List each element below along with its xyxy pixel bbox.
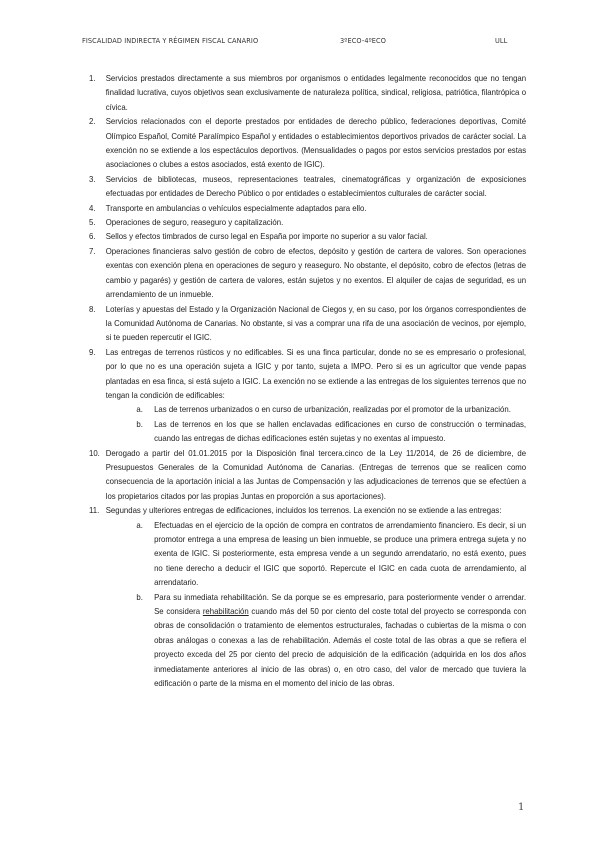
list-item (89, 446, 526, 504)
list-item (89, 172, 526, 201)
item-text: Loterías y apuestas del Estado y la Organización Nacional de Ciegos y, en su caso, por los órganos correspondientes de la Comunidad Autónoma de Canarias. No obstante, si vas a comprar una rifa de una asociación de vecinos, por ejemplo, si te pueden repercutir el IGIC. (105, 303, 527, 343)
sub-list-item (106, 417, 526, 446)
item-number: 4. (89, 202, 96, 213)
item-number: 10. (89, 447, 100, 458)
sub-list-item (106, 402, 526, 416)
item-text: Servicios prestados directamente a sus miembros por organismos o entidades legalmente reconocidos que no tengan finalidad lucrativa, cuyos objetivos sean exclusivamente de naturaleza política, sindical, religiosa, patriótica, filantrópica o cívica. (105, 73, 527, 112)
item-number: 2. (89, 116, 96, 127)
list-item (89, 503, 526, 690)
item-text: Operaciones financieras salvo gestión de cobro de efectos, depósito y gestión de cartera de valores. Son operaciones exentas con exención plena en operaciones de seguro y reaseguro. No obstante, el depósito, cobro de efectos (letras de cambio y pagarés) y gestión de cartera de valores, están sujetos y no exentos. El alquiler de cajas de seguridad, es un arrendamiento de un inmueble. (105, 245, 527, 300)
sub-item-letter: b. (136, 591, 143, 602)
list-item (89, 71, 526, 114)
item-number: 6. (89, 231, 96, 242)
sub-item-text-start: Para su inmediata rehabilitación. Se da porque se es empresario, para posteriormente vender o arrendar. Se considera (154, 591, 527, 617)
item-text: Derogado a partir del 01.01.2015 por la Disposición final tercera.cinco de la Ley 11/2014, de 26 de diciembre, de Presupuestos Generales de la Comunidad Autónoma de Canarias. (Entregas de terrenos que se realicen como consecuencia de la aportación inicial a las Juntas de Compensación y las adjudicaciones de terrenos que se efectúen a los propietarios citados por las propias Juntas en proporción a sus aportaciones). (105, 447, 527, 501)
item-text: Segundas y ulteriores entregas de edificaciones, incluidos los terrenos. La exención no se extiende a las entregas: (105, 505, 502, 516)
page-header (82, 36, 512, 50)
header-course-title: FISCALIDAD INDIRECTA Y RÉGIMEN FISCAL CANARIO (82, 36, 259, 45)
item-text: Servicios de bibliotecas, museos, representaciones teatrales, cinematográficas y organización de exposiciones efectuadas por entidades de Derecho Público o por entidades o establecimientos culturales de carácter social. (105, 173, 527, 199)
header-course-level: 3ºECO-4ºECO (340, 36, 387, 45)
list-item (89, 345, 526, 446)
sub-list-item (106, 590, 526, 691)
item-number: 7. (89, 245, 96, 256)
list-item (89, 302, 526, 345)
item-text: Transporte en ambulancias o vehículos especialmente adaptados para ello. (105, 202, 367, 213)
list-item (89, 244, 526, 302)
list-item (89, 114, 526, 172)
sub-list (106, 518, 526, 691)
exemptions-list (89, 71, 526, 690)
sub-item-text: Las de terrenos en los que se hallen enclavadas edificaciones en curso de construcción o terminadas, cuando las entregas de dichas edificaciones estén sujetas y no exentas al impuesto. (154, 418, 527, 444)
sub-list-item (106, 518, 526, 590)
sub-list (106, 402, 526, 445)
item-text: Servicios relacionados con el deporte prestados por entidades de derecho público, federaciones deportivas, Comité Olímpico Español, Comité Paralímpico Español y entidades o establecimientos deportivos privados de carácter social. La exención no se extiende a los espectáculos deportivos. (Mensualidades o pagos por estos servicios prestados por estas asociaciones o clubes a estos asociados, está exento de IGIC). (105, 116, 527, 170)
item-text: Sellos y efectos timbrados de curso legal en España por importe no superior a su valor facial. (105, 231, 428, 242)
list-item (89, 201, 526, 215)
underlined-term: rehabilitación (202, 606, 249, 617)
sub-item-letter: a. (136, 404, 143, 415)
exemptions-list-body (89, 71, 526, 690)
item-number: 5. (89, 217, 96, 228)
page-number: 1 (518, 802, 525, 813)
sub-item-letter: b. (136, 418, 143, 429)
sub-item-text-end: cuando más del 50 por ciento del coste total del proyecto se corresponda con obras de consolidación o tratamiento de elementos estructurales, fachadas o cubiertas de la misma o con obras análogas o conexas a las de rehabilitación. Además el coste total de las obras a que se refiera el proyecto exceda del 25 por ciento del precio de adquisición de la edificación (adquirida en los dos años inmediatamente anteriores al inicio de las obras) o, en otro caso, del valor de mercado que tuviera la edificación o parte de la misma en el momento del inicio de las obras. (154, 606, 527, 689)
header-university: ULL (495, 36, 508, 45)
list-item (89, 229, 526, 243)
item-number: 1. (89, 73, 96, 83)
sub-item-text: Las de terrenos urbanizados o en curso de urbanización, realizadas por el promotor de la urbanización. (154, 404, 511, 415)
item-text: Operaciones de seguro, reaseguro y capitalización. (105, 217, 284, 228)
item-number: 9. (89, 346, 96, 357)
item-text: Las entregas de terrenos rústicos y no edificables. Si es una finca particular, donde no se es empresario o profesional, por lo que no es una operación sujeta a IGIC y por tanto, sujeta a IMPO. Pero si es un agricultor que vende papas plantadas en esa finca, si está sujeto a IGIC. La exención no se extiende a las entregas de los siguientes terrenos que no tengan la condición de edificables: (105, 346, 527, 400)
item-number: 11. (89, 505, 100, 516)
list-item (89, 215, 526, 229)
sub-item-text: Efectuadas en el ejercicio de la opción de compra en contratos de arrendamiento financiero. Es decir, si un promotor entrega a una empresa de leasing un bien inmueble, se produce una primera entrega sujeta y no exenta de IGIC. Si posteriormente, esta empresa vende a un segundo arrendatario, no está exento, pues no tiene derecho a deducir el IGIC que soportó. Repercute el IGIC en cada cuota de arrendamiento, al arrendatario. (154, 519, 527, 588)
item-number: 3. (89, 173, 96, 184)
sub-item-letter: a. (136, 519, 143, 530)
item-number: 8. (89, 303, 96, 314)
